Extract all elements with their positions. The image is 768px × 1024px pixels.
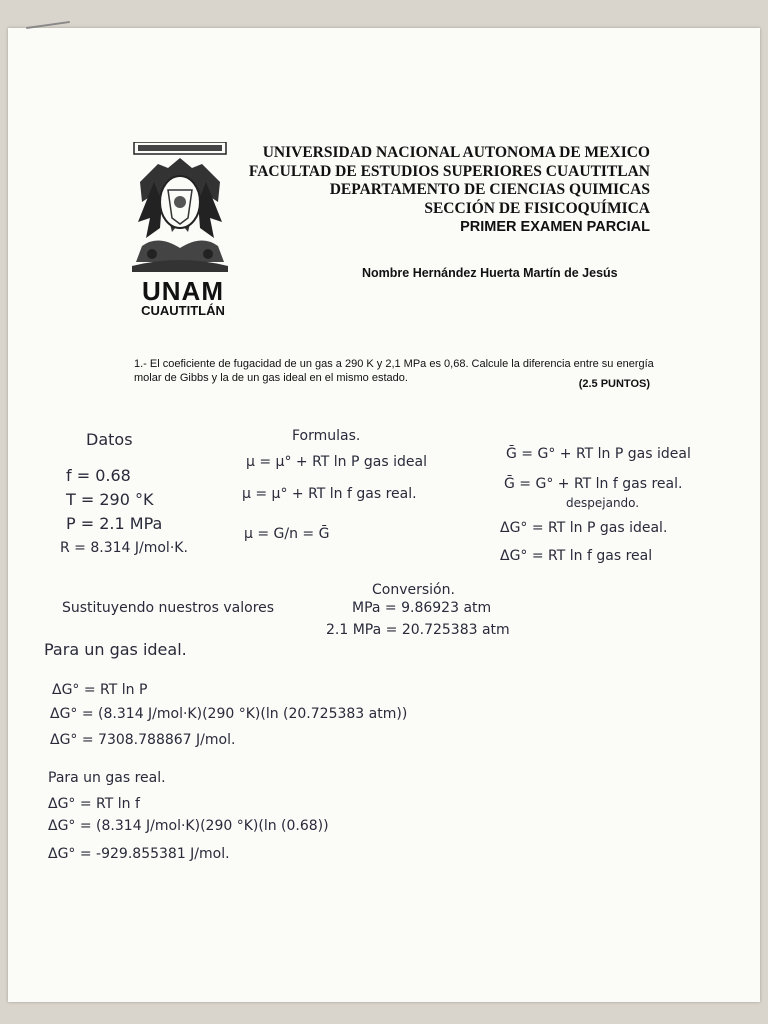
unam-logo	[128, 142, 232, 318]
university-name: UNIVERSIDAD NACIONAL AUTONOMA DE MEXICO	[262, 144, 650, 161]
ideal-step: ΔG° = RT ln P	[52, 682, 148, 698]
right-formula-line: ΔG° = RT ln f gas real	[500, 548, 653, 564]
real-step: ΔG° = RT ln f	[48, 796, 140, 812]
formula-line: μ = G/n = Ḡ	[244, 526, 330, 542]
section-name: SECCIÓN DE FISICOQUÍMICA	[424, 199, 650, 217]
conversion-line: 2.1 MPa = 20.725383 atm	[326, 622, 510, 638]
formula-line: μ = μ° + RT ln f gas real.	[242, 486, 417, 502]
datos-line: R = 8.314 J/mol·K.	[60, 540, 188, 556]
datos-line: f = 0.68	[66, 466, 131, 485]
right-formula-line: Ḡ = G° + RT ln f gas real.	[504, 476, 683, 492]
logo-unam-text: UNAM	[142, 276, 224, 306]
unam-seal-icon	[128, 142, 232, 276]
exam-title: PRIMER EXAMEN PARCIAL	[460, 219, 650, 235]
datos-line: T = 290 °K	[66, 490, 154, 509]
conversion-line: MPa = 9.86923 atm	[352, 600, 492, 616]
ideal-step: ΔG° = 7308.788867 J/mol.	[50, 732, 236, 748]
right-formula-line: Ḡ = G° + RT ln P gas ideal	[506, 446, 691, 462]
formulas-title: Formulas.	[292, 428, 361, 444]
conversion-title: Conversión.	[372, 582, 455, 598]
real-step: ΔG° = (8.314 J/mol·K)(290 °K)(ln (0.68))	[48, 818, 329, 834]
substituting-label: Sustituyendo nuestros valores	[62, 600, 275, 616]
student-name: Nombre Hernández Huerta Martín de Jesús	[362, 266, 618, 280]
real-step: ΔG° = -929.855381 J/mol.	[48, 846, 230, 862]
formula-line: μ = μ° + RT ln P gas ideal	[246, 454, 427, 470]
datos-title: Datos	[86, 430, 133, 449]
ideal-gas-title: Para un gas ideal.	[44, 640, 187, 659]
right-formula-line: ΔG° = RT ln P gas ideal.	[500, 520, 668, 536]
question-points: (2.5 PUNTOS)	[578, 378, 650, 390]
real-gas-title: Para un gas real.	[48, 770, 166, 786]
question-text: 1.- El coeficiente de fugacidad de un gas a 290 K y 2,1 MPa es 0,68. Calcule la diferencia entre su energía molar de Gibbs y la de un gas ideal en el mismo estado.	[134, 358, 654, 384]
faculty-name: FACULTAD DE ESTUDIOS SUPERIORES CUAUTITLAN	[248, 162, 650, 180]
exam-header	[249, 144, 650, 237]
logo-campus-text: CUAUTITLÁN	[141, 303, 225, 318]
right-formula-note: despejando.	[566, 496, 640, 510]
ideal-step: ΔG° = (8.314 J/mol·K)(290 °K)(ln (20.725383 atm))	[50, 706, 408, 722]
datos-line: P = 2.1 MPa	[66, 514, 163, 533]
department-name: DEPARTAMENTO DE CIENCIAS QUIMICAS	[329, 181, 650, 198]
